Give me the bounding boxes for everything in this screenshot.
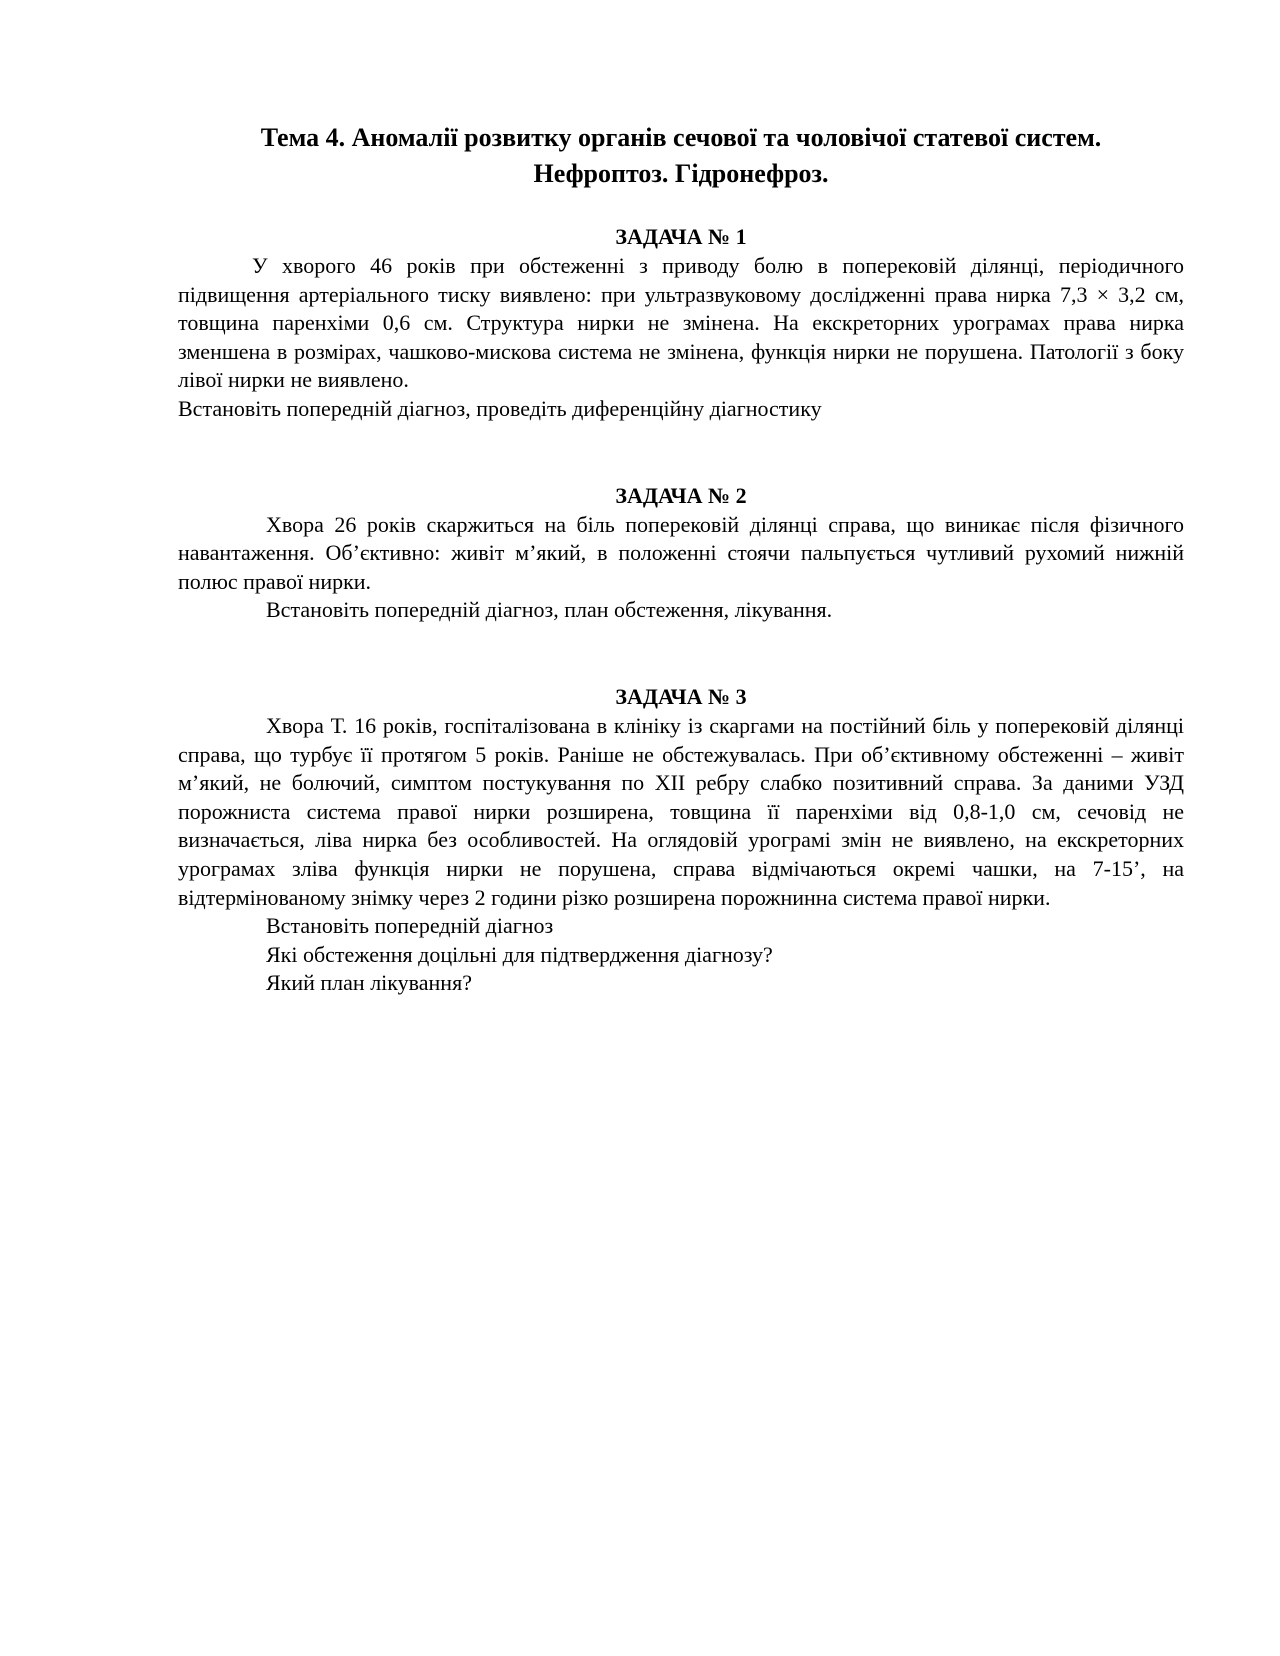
task-1-heading: ЗАДАЧА № 1 — [615, 224, 747, 249]
document-title — [178, 120, 1184, 192]
task-2 — [178, 481, 1184, 625]
task-2-question: Встановіть попередній діагноз, план обстеження, лікування. — [266, 597, 833, 623]
task-3-question-3: Який план лікування? — [266, 970, 472, 996]
task-1 — [178, 222, 1184, 424]
task-3-heading: ЗАДАЧА № 3 — [615, 683, 747, 709]
task-2-heading: ЗАДАЧА № 2 — [615, 482, 747, 508]
task-1-body: У хворого 46 років при обстеженні з приводу болю в поперековій ділянці, періодичного підвищення артеріального тиску виявлено: при ультразвуковому дослідженні права нирка 7,3 × 3,2 см, товщина паренхіми 0,6 см. Структура нирки не змінена. На екскреторних урограмах права нирка зменшена в розмірах, чашково-мискова система не змінена, функція нирки не порушена. Патології з боку лівої нирки не виявлено. — [178, 253, 1184, 393]
task-2-body: Хвора 26 років скаржиться на біль поперековій ділянці справа, що виникає після фізичного навантаження. Об’єктивно: живіт м’який, в положенні стоячи пальпується чутливий рухомий нижній полюс правої нирки. — [178, 511, 1184, 594]
task-3 — [178, 682, 1184, 998]
task-3-body: Хвора Т. 16 років, госпіталізована в клініку із скаргами на постійний біль у поперековій ділянці справа, що турбує її протягом 5 років. Раніше не обстежувалась. При об’єктивному обстеженні – живіт м’який, не болючий, симптом постукування по XII ребру слабко позитивний справа. За даними УЗД порожниста система правої нирки розширена, товщина її паренхіми від 0,8-1,0 см, сечовід не визначається, ліва нирка без особливостей. На оглядовій урограмі змін не виявлено, на екскреторних урограмах зліва функція нирки не порушена, справа відмічаються окремі чашки, на 7-15’, на відтермінованому знімку через 2 години різко розширена порожнинна система правої нирки. — [178, 712, 1184, 910]
title-line-2: Нефроптоз. Гідронефроз. — [533, 159, 829, 188]
document-page — [178, 120, 1184, 998]
task-3-question-1: Встановіть попередній діагноз — [266, 913, 554, 939]
task-3-question-2: Які обстеження доцільні для підтвердження діагнозу? — [266, 941, 773, 967]
title-line-1: Тема 4. Аномалії розвитку органів сечової та чоловічої статевої систем. — [260, 123, 1102, 152]
spacer — [178, 625, 1184, 682]
task-1-question: Встановіть попередній діагноз, проведіть диференційну діагностику — [178, 395, 822, 421]
spacer — [178, 424, 1184, 481]
